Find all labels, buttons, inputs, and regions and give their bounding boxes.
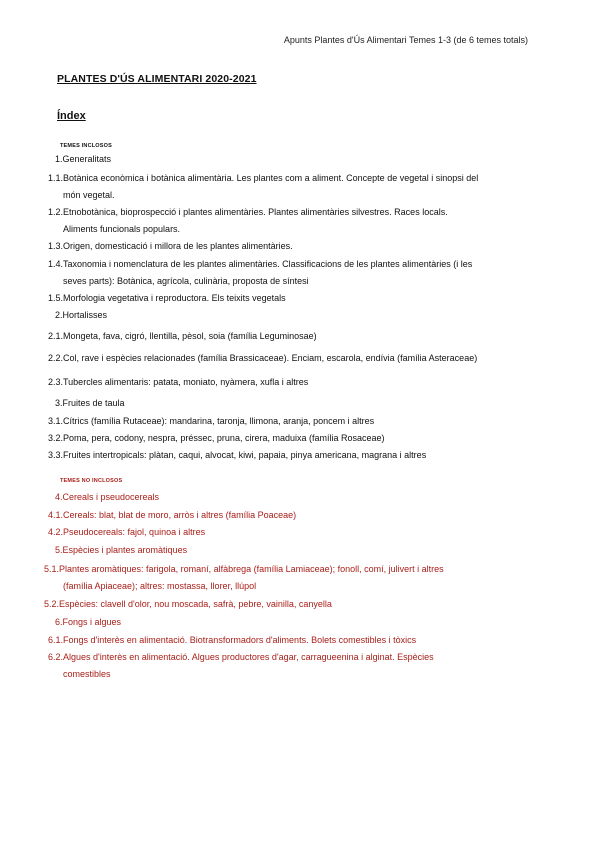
toc-item-4-2[interactable]: 4.2.Pseudocereals: fajol, quinoa i altres <box>48 527 206 537</box>
toc-item-3-3[interactable]: 3.3.Fruites intertropicals: plàtan, caqui, alvocat, kiwi, papaia, pinya americana, magrana i altres <box>48 450 427 460</box>
toc-item-6-2[interactable]: 6.2.Algues d'interès en alimentació. Algues productores d'agar, carragueenina i alginat. Espècies <box>48 652 434 662</box>
toc-item-6-2-cont[interactable]: comestibles <box>63 669 111 679</box>
toc-item-6[interactable]: 6.Fongs i algues <box>55 617 122 627</box>
toc-item-4-1[interactable]: 4.1.Cereals: blat, blat de moro, arròs i altres (família Poaceae) <box>48 510 297 520</box>
toc-item-2-2[interactable]: 2.2.Col, rave i espècies relacionades (família Brassicaceae). Enciam, escarola, endívia (família Asteraceae) <box>48 353 478 363</box>
toc-item-2[interactable]: 2.Hortalisses <box>55 310 108 320</box>
excluded-topics-label: TEMES NO INCLOSOS <box>60 478 123 484</box>
toc-item-2-1[interactable]: 2.1.Mongeta, fava, cigró, llentilla, pèsol, soia (família Leguminosae) <box>48 331 317 341</box>
toc-item-6-1[interactable]: 6.1.Fongs d'interès en alimentació. Biotransformadors d'aliments. Bolets comestibles i tòxics <box>48 635 417 645</box>
index-heading: Índex <box>57 110 86 122</box>
toc-item-5-1[interactable]: 5.1.Plantes aromàtiques: farigola, romaní, alfàbrega (família Lamiaceae); fonoll, comí, julivert i altres <box>44 564 444 574</box>
toc-item-3-2[interactable]: 3.2.Poma, pera, codony, nespra, préssec, pruna, cirera, maduixa (família Rosaceae) <box>48 433 385 443</box>
page-header: Apunts Plantes d'Ús Alimentari Temes 1-3 (de 6 temes totals) <box>283 35 528 45</box>
toc-item-4[interactable]: 4.Cereals i pseudocereals <box>55 492 160 502</box>
toc-item-2-3[interactable]: 2.3.Tubercles alimentaris: patata, moniato, nyàmera, xufla i altres <box>48 377 309 387</box>
document-title: PLANTES D'ÚS ALIMENTARI 2020-2021 <box>57 73 257 85</box>
toc-item-3-1[interactable]: 3.1.Cítrics (família Rutaceae): mandarina, taronja, llimona, aranja, poncem i altres <box>48 416 375 426</box>
included-topics-label: TEMES INCLOSOS <box>60 143 112 149</box>
toc-item-3[interactable]: 3.Fruites de taula <box>55 398 125 408</box>
toc-item-1-4[interactable]: 1.4.Taxonomia i nomenclatura de les plantes alimentàries. Classificacions de les plantes alimentàries (i les <box>48 259 473 269</box>
toc-item-1[interactable]: 1.Generalitats <box>55 154 112 164</box>
toc-item-1-1[interactable]: 1.1.Botànica econòmica i botànica alimentària. Les plantes com a aliment. Concepte de vegetal i sinopsi del <box>48 173 479 183</box>
toc-item-5-2[interactable]: 5.2.Espècies: clavell d'olor, nou moscada, safrà, pebre, vainilla, canyella <box>44 599 332 609</box>
toc-item-5[interactable]: 5.Espècies i plantes aromàtiques <box>55 545 188 555</box>
toc-item-1-1-cont[interactable]: món vegetal. <box>63 190 115 200</box>
toc-item-1-5[interactable]: 1.5.Morfologia vegetativa i reproductora. Els teixits vegetals <box>48 293 286 303</box>
toc-item-1-3[interactable]: 1.3.Origen, domesticació i millora de les plantes alimentàries. <box>48 241 293 251</box>
toc-item-1-2[interactable]: 1.2.Etnobotànica, bioprospecció i plantes alimentàries. Plantes alimentàries silvestres. Races locals. <box>48 207 448 217</box>
toc-item-1-4-cont[interactable]: seves parts): Botànica, agrícola, culinària, proposta de síntesi <box>63 276 309 286</box>
toc-item-5-1-cont[interactable]: (família Apiaceae); altres: mostassa, llorer, llúpol <box>63 581 257 591</box>
toc-item-1-2-cont[interactable]: Aliments funcionals populars. <box>63 224 181 234</box>
